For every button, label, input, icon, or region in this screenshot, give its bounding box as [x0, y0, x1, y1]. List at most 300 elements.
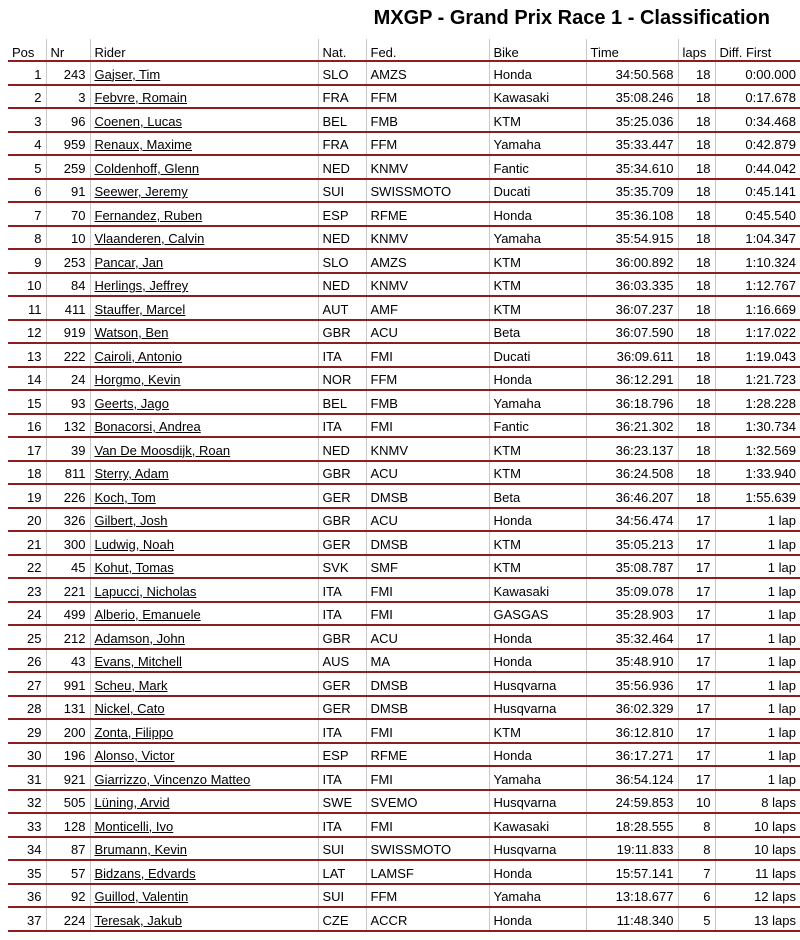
- cell-pos: 26: [8, 649, 46, 673]
- cell-rider: [90, 766, 318, 790]
- rider-link[interactable]: Pancar, Jan: [94, 254, 164, 270]
- cell-time: 35:48.910: [586, 649, 678, 673]
- rider-link[interactable]: Scheu, Mark: [94, 677, 168, 693]
- rider-link[interactable]: Coenen, Lucas: [94, 113, 182, 129]
- cell-rider: [90, 179, 318, 203]
- table-row: [8, 578, 800, 602]
- cell-pos: 31: [8, 766, 46, 790]
- cell-pos: 28: [8, 696, 46, 720]
- cell-rider: [90, 320, 318, 344]
- table-row: [8, 226, 800, 250]
- cell-fed: AMZS: [366, 61, 489, 85]
- cell-laps: 17: [678, 625, 715, 649]
- table-row: [8, 249, 800, 273]
- cell-fed: FFM: [366, 884, 489, 908]
- cell-laps: 8: [678, 813, 715, 837]
- cell-fed: FMI: [366, 414, 489, 438]
- cell-nr: 92: [46, 884, 90, 908]
- table-row: [8, 390, 800, 414]
- cell-rider: [90, 461, 318, 485]
- cell-diff-first: 1:12.767: [715, 273, 800, 297]
- rider-link[interactable]: Seewer, Jeremy: [94, 184, 188, 199]
- cell-laps: 18: [678, 437, 715, 461]
- cell-pos: 34: [8, 837, 46, 861]
- rider-link[interactable]: Lüning, Arvid: [94, 795, 170, 810]
- cell-time: 36:09.611: [586, 343, 678, 367]
- rider-link[interactable]: Gilbert, Josh: [94, 513, 168, 528]
- cell-bike: KTM: [489, 531, 586, 555]
- rider-link[interactable]: Kohut, Tomas: [94, 560, 174, 575]
- cell-rider: [90, 696, 318, 720]
- table-row: [8, 743, 800, 767]
- cell-fed: KNMV: [366, 273, 489, 297]
- table-row: [8, 343, 800, 367]
- cell-time: 36:00.892: [586, 249, 678, 273]
- rider-link[interactable]: Bonacorsi, Andrea: [94, 419, 201, 434]
- rider-link[interactable]: Alberio, Emanuele: [94, 607, 201, 622]
- cell-nr: 196: [46, 743, 90, 767]
- rider-link[interactable]: Bidzans, Edvards: [94, 865, 196, 881]
- cell-nat: GER: [318, 484, 366, 508]
- cell-nr: 93: [46, 390, 90, 414]
- header-bike: Bike: [489, 39, 586, 61]
- table-row: [8, 85, 800, 109]
- cell-rider: [90, 907, 318, 931]
- cell-time: 36:21.302: [586, 414, 678, 438]
- rider-link[interactable]: Cairoli, Antonio: [94, 348, 182, 364]
- cell-laps: 18: [678, 390, 715, 414]
- cell-time: 36:07.237: [586, 296, 678, 320]
- cell-nr: 253: [46, 249, 90, 273]
- cell-fed: KNMV: [366, 226, 489, 250]
- cell-diff-first: 13 laps: [715, 907, 800, 931]
- cell-bike: KTM: [489, 461, 586, 485]
- cell-fed: KNMV: [366, 155, 489, 179]
- cell-nr: 919: [46, 320, 90, 344]
- cell-bike: Honda: [489, 860, 586, 884]
- cell-fed: FFM: [366, 367, 489, 391]
- cell-nat: ITA: [318, 343, 366, 367]
- rider-link[interactable]: Alonso, Victor: [94, 748, 175, 763]
- cell-nr: 221: [46, 578, 90, 602]
- rider-link[interactable]: Renaux, Maxime: [94, 137, 193, 152]
- table-row: [8, 273, 800, 297]
- table-body: [8, 61, 800, 931]
- cell-nat: GBR: [318, 508, 366, 532]
- cell-laps: 6: [678, 884, 715, 908]
- cell-nat: GBR: [318, 625, 366, 649]
- cell-nr: 43: [46, 649, 90, 673]
- cell-diff-first: 1 lap: [715, 672, 800, 696]
- cell-pos: 18: [8, 461, 46, 485]
- cell-nat: LAT: [318, 860, 366, 884]
- cell-laps: 18: [678, 343, 715, 367]
- cell-nr: 10: [46, 226, 90, 250]
- cell-nat: BEL: [318, 390, 366, 414]
- table-row: [8, 790, 800, 814]
- rider-link[interactable]: Fernandez, Ruben: [94, 207, 203, 223]
- cell-time: 15:57.141: [586, 860, 678, 884]
- cell-laps: 17: [678, 555, 715, 579]
- cell-nr: 128: [46, 813, 90, 837]
- cell-pos: 10: [8, 273, 46, 297]
- cell-diff-first: 10 laps: [715, 813, 800, 837]
- table-row: [8, 296, 800, 320]
- cell-nr: 811: [46, 461, 90, 485]
- cell-diff-first: 1:55.639: [715, 484, 800, 508]
- table-row: [8, 884, 800, 908]
- cell-time: 36:18.796: [586, 390, 678, 414]
- table-row: [8, 155, 800, 179]
- table-row: [8, 602, 800, 626]
- cell-laps: 18: [678, 108, 715, 132]
- rider-link[interactable]: Teresak, Jakub: [94, 912, 182, 928]
- cell-laps: 18: [678, 155, 715, 179]
- cell-nr: 300: [46, 531, 90, 555]
- rider-link[interactable]: Monticelli, Ivo: [94, 818, 174, 834]
- cell-fed: ACCR: [366, 907, 489, 931]
- cell-rider: [90, 249, 318, 273]
- cell-nat: BEL: [318, 108, 366, 132]
- cell-bike: Honda: [489, 367, 586, 391]
- cell-fed: ACU: [366, 625, 489, 649]
- rider-link[interactable]: Sterry, Adam: [94, 466, 169, 481]
- cell-bike: Honda: [489, 649, 586, 673]
- cell-time: 35:08.246: [586, 85, 678, 109]
- table-row: [8, 555, 800, 579]
- cell-bike: Honda: [489, 202, 586, 226]
- cell-bike: Honda: [489, 61, 586, 85]
- cell-bike: KTM: [489, 437, 586, 461]
- cell-nat: SUI: [318, 884, 366, 908]
- cell-nr: 921: [46, 766, 90, 790]
- table-row: [8, 108, 800, 132]
- cell-time: 36:54.124: [586, 766, 678, 790]
- cell-rider: [90, 108, 318, 132]
- rider-link[interactable]: Coldenhoff, Glenn: [94, 160, 200, 176]
- cell-rider: [90, 61, 318, 85]
- table-row: [8, 484, 800, 508]
- cell-bike: KTM: [489, 273, 586, 297]
- rider-link[interactable]: Herlings, Jeffrey: [94, 278, 189, 293]
- cell-rider: [90, 790, 318, 814]
- cell-diff-first: 0:00.000: [715, 61, 800, 85]
- cell-diff-first: 0:44.042: [715, 155, 800, 179]
- table-row: [8, 531, 800, 555]
- cell-laps: 18: [678, 179, 715, 203]
- header-nr: Nr: [46, 39, 90, 61]
- cell-nr: 959: [46, 132, 90, 156]
- cell-fed: DMSB: [366, 484, 489, 508]
- cell-nr: 505: [46, 790, 90, 814]
- cell-bike: Beta: [489, 484, 586, 508]
- cell-laps: 18: [678, 226, 715, 250]
- cell-pos: 11: [8, 296, 46, 320]
- cell-laps: 18: [678, 320, 715, 344]
- cell-time: 35:05.213: [586, 531, 678, 555]
- table-row: [8, 766, 800, 790]
- cell-nat: GER: [318, 531, 366, 555]
- cell-nr: 499: [46, 602, 90, 626]
- cell-rider: [90, 296, 318, 320]
- cell-pos: 33: [8, 813, 46, 837]
- rider-link[interactable]: Watson, Ben: [94, 325, 169, 340]
- cell-laps: 17: [678, 602, 715, 626]
- rider-link[interactable]: Koch, Tom: [94, 489, 156, 505]
- cell-pos: 35: [8, 860, 46, 884]
- cell-laps: 17: [678, 696, 715, 720]
- cell-nat: NED: [318, 155, 366, 179]
- cell-pos: 7: [8, 202, 46, 226]
- cell-pos: 36: [8, 884, 46, 908]
- rider-link[interactable]: Vlaanderen, Calvin: [94, 231, 205, 246]
- table-row: [8, 320, 800, 344]
- cell-diff-first: 12 laps: [715, 884, 800, 908]
- cell-nat: ITA: [318, 719, 366, 743]
- cell-nat: ESP: [318, 202, 366, 226]
- cell-rider: [90, 672, 318, 696]
- cell-diff-first: 1 lap: [715, 696, 800, 720]
- rider-link[interactable]: Febvre, Romain: [94, 90, 187, 105]
- cell-bike: KTM: [489, 555, 586, 579]
- cell-fed: FMI: [366, 602, 489, 626]
- cell-time: 36:17.271: [586, 743, 678, 767]
- table-row: [8, 649, 800, 673]
- cell-nat: ITA: [318, 578, 366, 602]
- cell-rider: [90, 484, 318, 508]
- cell-nr: 3: [46, 85, 90, 109]
- table-row: [8, 860, 800, 884]
- cell-diff-first: 1 lap: [715, 555, 800, 579]
- cell-diff-first: 1:32.569: [715, 437, 800, 461]
- cell-pos: 8: [8, 226, 46, 250]
- table-row: [8, 625, 800, 649]
- cell-nat: SVK: [318, 555, 366, 579]
- cell-fed: SMF: [366, 555, 489, 579]
- cell-laps: 17: [678, 743, 715, 767]
- cell-nat: ESP: [318, 743, 366, 767]
- cell-bike: Yamaha: [489, 766, 586, 790]
- cell-diff-first: 0:34.468: [715, 108, 800, 132]
- cell-fed: SWISSMOTO: [366, 179, 489, 203]
- cell-rider: [90, 226, 318, 250]
- rider-link[interactable]: Evans, Mitchell: [94, 654, 182, 669]
- cell-diff-first: 1 lap: [715, 766, 800, 790]
- cell-rider: [90, 625, 318, 649]
- cell-nr: 24: [46, 367, 90, 391]
- cell-nr: 70: [46, 202, 90, 226]
- cell-nr: 84: [46, 273, 90, 297]
- cell-nat: CZE: [318, 907, 366, 931]
- cell-pos: 29: [8, 719, 46, 743]
- cell-rider: [90, 884, 318, 908]
- cell-diff-first: 0:45.540: [715, 202, 800, 226]
- cell-diff-first: 1 lap: [715, 649, 800, 673]
- cell-bike: Yamaha: [489, 884, 586, 908]
- table-row: [8, 437, 800, 461]
- cell-nr: 131: [46, 696, 90, 720]
- rider-link[interactable]: Horgmo, Kevin: [94, 372, 181, 387]
- cell-bike: Husqvarna: [489, 837, 586, 861]
- cell-laps: 17: [678, 766, 715, 790]
- cell-nr: 243: [46, 61, 90, 85]
- cell-pos: 25: [8, 625, 46, 649]
- cell-time: 35:34.610: [586, 155, 678, 179]
- cell-fed: FMB: [366, 108, 489, 132]
- cell-laps: 18: [678, 202, 715, 226]
- cell-nr: 132: [46, 414, 90, 438]
- cell-time: 36:12.810: [586, 719, 678, 743]
- cell-bike: KTM: [489, 296, 586, 320]
- cell-pos: 22: [8, 555, 46, 579]
- cell-nat: ITA: [318, 813, 366, 837]
- cell-rider: [90, 555, 318, 579]
- cell-pos: 20: [8, 508, 46, 532]
- cell-rider: [90, 155, 318, 179]
- cell-nr: 96: [46, 108, 90, 132]
- cell-nat: GBR: [318, 461, 366, 485]
- header-time: Time: [586, 39, 678, 61]
- cell-pos: 30: [8, 743, 46, 767]
- cell-fed: FMI: [366, 813, 489, 837]
- cell-time: 36:46.207: [586, 484, 678, 508]
- cell-diff-first: 1:21.723: [715, 367, 800, 391]
- cell-time: 35:33.447: [586, 132, 678, 156]
- cell-bike: Husqvarna: [489, 790, 586, 814]
- cell-diff-first: 0:17.678: [715, 85, 800, 109]
- cell-fed: FMI: [366, 578, 489, 602]
- cell-laps: 17: [678, 578, 715, 602]
- cell-time: 19:11.833: [586, 837, 678, 861]
- cell-bike: KTM: [489, 719, 586, 743]
- cell-rider: [90, 390, 318, 414]
- cell-nat: ITA: [318, 766, 366, 790]
- cell-fed: RFME: [366, 202, 489, 226]
- cell-pos: 32: [8, 790, 46, 814]
- cell-laps: 17: [678, 508, 715, 532]
- rider-link[interactable]: Brumann, Kevin: [94, 842, 187, 857]
- rider-link[interactable]: Nickel, Cato: [94, 701, 165, 716]
- cell-bike: Honda: [489, 625, 586, 649]
- cell-laps: 5: [678, 907, 715, 931]
- cell-laps: 18: [678, 61, 715, 85]
- rider-link[interactable]: Ludwig, Noah: [94, 536, 174, 552]
- cell-rider: [90, 860, 318, 884]
- cell-fed: LAMSF: [366, 860, 489, 884]
- rider-link[interactable]: Adamson, John: [94, 630, 185, 646]
- cell-time: 35:08.787: [586, 555, 678, 579]
- cell-rider: [90, 649, 318, 673]
- cell-bike: Honda: [489, 907, 586, 931]
- table-row: [8, 179, 800, 203]
- cell-bike: GASGAS: [489, 602, 586, 626]
- cell-time: 11:48.340: [586, 907, 678, 931]
- header-row: [8, 39, 800, 61]
- cell-diff-first: 1:19.043: [715, 343, 800, 367]
- cell-nr: 326: [46, 508, 90, 532]
- cell-time: 36:03.335: [586, 273, 678, 297]
- rider-link[interactable]: Giarrizzo, Vincenzo Matteo: [94, 771, 251, 787]
- cell-bike: Kawasaki: [489, 85, 586, 109]
- cell-rider: [90, 508, 318, 532]
- cell-nr: 45: [46, 555, 90, 579]
- cell-nat: SLO: [318, 249, 366, 273]
- cell-time: 36:02.329: [586, 696, 678, 720]
- cell-diff-first: 0:42.879: [715, 132, 800, 156]
- cell-bike: Husqvarna: [489, 696, 586, 720]
- cell-fed: DMSB: [366, 672, 489, 696]
- cell-laps: 8: [678, 837, 715, 861]
- cell-laps: 10: [678, 790, 715, 814]
- cell-fed: SWISSMOTO: [366, 837, 489, 861]
- cell-fed: ACU: [366, 508, 489, 532]
- cell-fed: FFM: [366, 85, 489, 109]
- cell-rider: [90, 85, 318, 109]
- cell-diff-first: 1:33.940: [715, 461, 800, 485]
- cell-time: 36:12.291: [586, 367, 678, 391]
- cell-rider: [90, 837, 318, 861]
- cell-nat: NED: [318, 273, 366, 297]
- cell-diff-first: 1:10.324: [715, 249, 800, 273]
- cell-laps: 18: [678, 414, 715, 438]
- cell-diff-first: 10 laps: [715, 837, 800, 861]
- cell-time: 13:18.677: [586, 884, 678, 908]
- cell-laps: 17: [678, 531, 715, 555]
- page-title: MXGP - Grand Prix Race 1 - Classification: [373, 7, 770, 29]
- cell-nr: 200: [46, 719, 90, 743]
- cell-pos: 1: [8, 61, 46, 85]
- cell-diff-first: 0:45.141: [715, 179, 800, 203]
- rider-link[interactable]: Zonta, Filippo: [94, 724, 174, 740]
- cell-fed: FFM: [366, 132, 489, 156]
- cell-bike: Ducati: [489, 179, 586, 203]
- cell-rider: [90, 437, 318, 461]
- cell-bike: Honda: [489, 743, 586, 767]
- cell-rider: [90, 813, 318, 837]
- rider-link[interactable]: Stauffer, Marcel: [94, 301, 186, 317]
- cell-nat: ITA: [318, 414, 366, 438]
- table-row: [8, 508, 800, 532]
- cell-laps: 18: [678, 132, 715, 156]
- cell-fed: FMI: [366, 766, 489, 790]
- cell-bike: Ducati: [489, 343, 586, 367]
- rider-link[interactable]: Guillod, Valentin: [94, 889, 189, 904]
- rider-link[interactable]: Van De Moosdijk, Roan: [94, 442, 231, 458]
- cell-time: 18:28.555: [586, 813, 678, 837]
- rider-link[interactable]: Gajser, Tim: [94, 66, 161, 82]
- cell-bike: Kawasaki: [489, 578, 586, 602]
- cell-time: 35:54.915: [586, 226, 678, 250]
- table-row: [8, 907, 800, 931]
- cell-pos: 23: [8, 578, 46, 602]
- cell-nr: 411: [46, 296, 90, 320]
- cell-pos: 12: [8, 320, 46, 344]
- table-row: [8, 414, 800, 438]
- cell-pos: 17: [8, 437, 46, 461]
- cell-laps: 18: [678, 296, 715, 320]
- cell-time: 35:28.903: [586, 602, 678, 626]
- cell-nr: 212: [46, 625, 90, 649]
- cell-nat: SLO: [318, 61, 366, 85]
- cell-time: 35:56.936: [586, 672, 678, 696]
- rider-link[interactable]: Lapucci, Nicholas: [94, 583, 197, 599]
- cell-laps: 18: [678, 461, 715, 485]
- cell-bike: Husqvarna: [489, 672, 586, 696]
- rider-link[interactable]: Geerts, Jago: [94, 395, 169, 411]
- cell-fed: FMI: [366, 719, 489, 743]
- cell-nr: 259: [46, 155, 90, 179]
- cell-rider: [90, 414, 318, 438]
